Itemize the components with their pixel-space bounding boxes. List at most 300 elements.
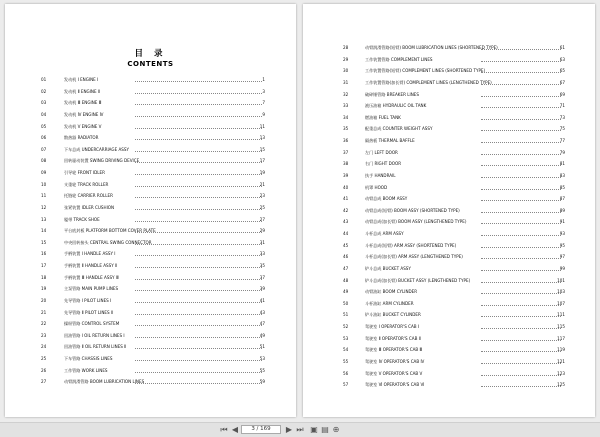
toc-entry[interactable] [5,214,296,226]
toc-leader-dots [481,72,561,73]
toc-entry-number: 09 [41,170,47,175]
toc-entry[interactable] [5,353,296,365]
toc-entry-number: 26 [41,367,47,373]
toc-entry-number: 04 [41,111,47,117]
toc-entry-title: 发动机 Ⅴ ENGINE Ⅴ [64,123,102,129]
toc-leader-dots [135,174,262,175]
toc-leader-dots [481,386,561,387]
toc-entry-page-number: 25 [259,204,265,210]
toc-entry[interactable] [303,275,595,287]
toc-entry-page-number: 67 [559,79,565,85]
toc-entry-title: 下车管路 CHASSIS LINES [64,356,113,361]
toc-entry[interactable] [303,216,595,228]
toc-entry-page-number: 7 [262,100,265,106]
toc-leader-dots [135,104,262,105]
toc-entry[interactable] [303,263,595,275]
toc-leader-dots [135,93,262,94]
toc-entry-title: 斗杆油缸 ARM CYLINDER [365,300,414,306]
toc-entry-page-number: 79 [559,149,565,155]
toc-entry-page-number: 31 [259,239,265,245]
toc-entry-title: 托链轮 CARRIER ROLLER [64,193,113,199]
toc-entry-page-number: 37 [259,274,265,280]
toc-entry-title: 先导管路 Ⅰ PILOT LINES Ⅰ [64,297,112,303]
toc-leader-dots [135,151,262,152]
toc-leader-dots [135,325,262,326]
toc-entry[interactable] [5,283,296,295]
toc-entry-page-number: 83 [559,172,565,178]
toc-leader-dots [135,197,262,198]
toc-entry-number: 21 [41,309,47,315]
toc-entry-title: 动臂润滑管路 BOOM LUBRICATION LINES [64,379,145,385]
toc-entry-number: 33 [343,103,349,109]
toc-entry-number: 16 [41,251,47,257]
toc-entry[interactable] [303,112,595,124]
previous-page-icon[interactable]: ◀ [231,425,239,434]
toc-entry-page-number: 23 [259,193,265,199]
toc-leader-dots [481,316,561,317]
toc-entry[interactable] [5,74,296,86]
toc-entry[interactable] [303,123,595,135]
toc-entry-number: 03 [41,100,47,106]
toc-entry-number: 01 [41,77,47,82]
toc-entry-number: 51 [343,312,349,318]
toc-entry-number: 19 [41,286,47,292]
toc-entry-page-number: 81 [559,161,565,167]
toc-entry[interactable] [303,251,595,263]
toc-entry[interactable] [303,182,595,194]
toc-entry-title: 手柄装置 Ⅱ HANDLE ASSY Ⅱ [64,263,118,268]
toc-entry-number: 40 [343,184,349,190]
toc-leader-dots [135,360,262,361]
toc-entry-number: 05 [41,123,47,129]
toc-leader-dots [135,186,262,187]
toc-entry-page-number: 13 [259,135,265,141]
toc-entry-number: 43 [343,219,349,225]
toc-entry-number: 08 [41,158,47,164]
toc-entry[interactable] [303,368,595,380]
toc-entry-title: 驾驶室 Ⅰ OPERATOR'S CAB Ⅰ [365,324,420,329]
toc-entry[interactable] [303,147,595,159]
toc-entry-number: 47 [343,265,349,271]
toc-entry-page-number: 87 [559,196,565,202]
toc-entry-title: 配重总成 COUNTER WEIGHT ASSY [365,126,433,132]
toc-entry-page-number: 53 [259,356,265,361]
toc-leader-dots [481,49,561,50]
toc-leader-dots [135,337,262,338]
toc-entry-title: 手柄装置 Ⅰ HANDLE ASSY Ⅰ [64,251,116,257]
toc-entry[interactable] [5,97,296,109]
toc-entry-title: 驾驶室 Ⅳ OPERATOR'S CAB Ⅳ [365,358,425,364]
toc-leader-dots [135,116,262,117]
toc-entry-title: 张紧装置 IDLER CUSHION [64,204,115,210]
toc-entry[interactable] [5,248,296,260]
toc-leader-dots [135,314,262,315]
toc-entry[interactable] [303,298,595,310]
toc-entry-number: 49 [343,289,349,295]
toc-leader-dots [481,258,561,259]
toc-entry-title: 下车总成 UNDERCARRIAGE ASSY [64,146,129,152]
toc-entry-page-number: 65 [559,68,565,74]
toc-entry-page-number: 9 [262,111,265,117]
toc-entry[interactable] [303,89,595,101]
toc-entry-number: 15 [41,239,47,245]
toc-entry-page-number: 91 [559,219,565,225]
last-page-icon[interactable]: ⏭ [296,425,304,434]
toc-entry-title: 动臂总成(加长臂) BOOM ASSY (LENGTHENED TYPE) [365,219,467,225]
toc-entry[interactable] [303,228,595,240]
toc-entry[interactable] [303,205,595,217]
viewer-toolbar [0,422,600,437]
toc-leader-dots [481,270,561,271]
toc-entry-title: 驾驶室 Ⅲ OPERATOR'S CAB Ⅲ [365,347,423,353]
toc-entry-page-number: 89 [559,207,565,213]
toc-entry[interactable] [5,167,296,179]
toc-entry-number: 41 [343,196,349,202]
toc-entry-title: 回转驱动装置 SWING DRIVING DEVICE [64,158,140,164]
toc-entry-page-number: 41 [259,297,265,303]
toc-entry-page-number: 69 [559,91,565,97]
toc-entry-number: 25 [41,356,47,361]
toc-entry[interactable] [303,240,595,252]
toc-leader-dots [481,282,561,283]
toc-leader-dots [481,200,561,201]
toc-entry-number: 46 [343,254,349,260]
toc-entry-number: 34 [343,114,349,120]
toc-entry-number: 29 [343,56,349,62]
toc-entry-page-number: 59 [259,379,265,385]
toc-entry-page-number: 97 [559,254,565,260]
toc-entry-page-number: 121 [557,358,565,364]
toc-entry[interactable] [303,135,595,147]
toc-entry-number: 37 [343,149,349,155]
toc-entry-page-number: 119 [557,347,565,353]
toc-entry[interactable] [303,65,595,77]
toc-entry-page-number: 123 [557,370,565,376]
toc-entry-number: 35 [343,126,349,132]
toc-entry-number: 17 [41,263,47,268]
toc-entry[interactable] [5,295,296,307]
toc-entry-number: 42 [343,207,349,213]
toc-entry[interactable] [5,376,296,388]
toc-entry[interactable] [303,158,595,170]
toc-entry-number: 23 [41,332,47,338]
toc-leader-dots [481,235,561,236]
toc-entry-title: 中央回转接头 CENTRAL SWING CONNECTOR [64,239,152,245]
toc-entry-title: 斗杆总成(短臂) ARM ASSY (SHORTENED TYPE) [365,242,457,248]
toc-leader-dots [481,96,561,97]
toc-entry-number: 48 [343,277,349,283]
toc-entry-title: 先导管路 Ⅱ PILOT LINES Ⅱ [64,309,113,315]
toc-entry-title: 发动机 Ⅲ ENGINE Ⅲ [64,100,102,106]
toc-leader-dots [481,119,561,120]
toc-entry-title: 回油管路 Ⅰ OIL RETURN LINES Ⅰ [64,332,125,338]
toc-entry-title: 驾驶室 Ⅵ OPERATOR'S CAB Ⅵ [365,382,425,388]
toc-entry-page-number: 99 [559,265,565,271]
toc-entry-page-number: 73 [559,114,565,120]
toc-entry[interactable] [303,379,595,391]
toc-entry-number: 13 [41,216,47,222]
toc-entry-number: 50 [343,300,349,306]
toc-entry-page-number: 47 [259,321,265,327]
toc-leader-dots [135,279,262,280]
toc-entry-title: 铲斗总成 BUCKET ASSY [365,265,411,271]
toc-entry-page-number: 93 [559,231,565,236]
toc-entry-page-number: 77 [559,138,565,143]
toc-entry-title: 隔热板 THERMAL BAFFLE [365,138,415,143]
toc-entry[interactable] [5,307,296,319]
toc-entry-page-number: 43 [259,309,265,315]
toc-entry-number: 28 [343,45,349,50]
toc-leader-dots [481,130,561,131]
toc-entry[interactable] [5,121,296,133]
toc-entry-title: 工作装置管路(短臂) COMPLEMENT LINES (SHORTENED TYPE) [365,68,486,74]
toc-entry-title: 机罩 HOOD [365,184,388,190]
toc-entry-title: 工作装置管路(加长臂) COMPLEMENT LINES (LENGTHENED TYPE) [365,79,492,85]
toc-entry-page-number: 61 [559,45,565,50]
toc-entry[interactable] [5,341,296,353]
toc-leader-dots [481,142,561,143]
toc-leader-dots [481,165,561,166]
toc-entry-number: 44 [343,231,349,236]
toc-entry-title: 动臂油缸 BOOM CYLINDER [365,289,418,295]
toc-title-english: CONTENTS [127,60,174,68]
toc-entry-title: 工作装置管路 COMPLEMENT LINES [365,56,433,62]
toc-entry[interactable] [5,132,296,144]
toc-entry[interactable] [5,225,296,237]
toc-entry-title: 回油管路 Ⅱ OIL RETURN LINES Ⅱ [64,344,127,350]
toc-entry-page-number: 17 [259,158,265,164]
toc-entry-title: 扶手 HANDRAIL [365,172,396,178]
toc-entry[interactable] [303,344,595,356]
toc-entry[interactable] [5,237,296,249]
toc-leader-dots [481,351,561,352]
toc-entry[interactable] [303,193,595,205]
toc-entry-page-number: 103 [557,289,565,295]
toc-leader-dots [135,267,262,268]
toc-entry-page-number: 75 [559,126,565,132]
toc-entry-number: 22 [41,321,47,327]
toc-leader-dots [481,177,561,178]
toc-entry-number: 11 [41,193,47,199]
next-page-icon[interactable]: ▶ [285,425,293,434]
toc-entry-title: 燃油箱 FUEL TANK [365,114,401,120]
toc-entry-title: 斗杆总成(加长臂) ARM ASSY (LENGTHENED TYPE) [365,254,463,260]
toc-leader-dots [135,81,262,82]
toc-leader-dots [135,209,262,210]
toc-entry-page-number: 111 [557,312,565,318]
toc-entry-page-number: 117 [557,335,565,341]
toc-leader-dots [481,189,561,190]
toc-entry[interactable] [5,260,296,272]
toc-entry-page-number: 35 [259,263,265,268]
toc-entry[interactable] [5,272,296,284]
toc-entry-page-number: 51 [259,344,265,350]
toc-leader-dots [135,244,262,245]
toc-entry-number: 18 [41,274,47,280]
toc-entry[interactable] [5,365,296,377]
toc-entry-title: 发动机 Ⅱ ENGINE Ⅱ [64,88,100,94]
toc-leader-dots [481,328,561,329]
toc-entry-number: 10 [41,181,47,187]
toc-list-left [5,74,296,388]
toc-entry-number: 31 [343,79,349,85]
toc-entry-title: 工作管路 WORK LINES [64,367,108,373]
toc-entry-number: 30 [343,68,349,74]
toc-entry-number: 57 [343,382,349,388]
toc-leader-dots [135,221,262,222]
toc-entry-page-number: 15 [259,146,265,152]
toc-entry-number: 45 [343,242,349,248]
toc-entry-title: 操纵管路 CONTROL SYSTEM [64,321,120,327]
toc-entry-number: 06 [41,135,47,141]
toc-leader-dots [481,293,561,294]
toc-leader-dots [481,375,561,376]
first-page-icon[interactable]: ⏮ [220,425,228,434]
toc-entry-title: 支重轮 TRACK ROLLER [64,181,109,187]
toc-entry-number: 12 [41,204,47,210]
toc-entry[interactable] [303,170,595,182]
toc-entry-title: 发动机 Ⅳ ENGINE Ⅳ [64,111,104,117]
toc-leader-dots [481,107,561,108]
toc-entry[interactable] [303,54,595,66]
toc-entry[interactable] [5,86,296,98]
toc-entry-number: 02 [41,88,47,94]
toc-leader-dots [481,363,561,364]
toc-entry-page-number: 55 [259,367,265,373]
toc-entry[interactable] [303,356,595,368]
toc-entry-title: 铲斗总成(加长臂) BUCKET ASSY (LENGTHENED TYPE) [365,277,471,283]
toc-leader-dots [135,290,262,291]
toc-entry-page-number: 11 [259,123,265,129]
toc-leader-dots [135,128,262,129]
toc-entry[interactable] [5,109,296,121]
toc-entry-page-number: 29 [259,228,265,234]
toc-entry[interactable] [5,190,296,202]
toc-leader-dots [135,162,262,163]
toc-entry-title: 右门 RIGHT DOOR [365,161,402,167]
toc-entry-page-number: 21 [259,181,265,187]
toc-entry-title: 驾驶室 Ⅱ OPERATOR'S CAB Ⅱ [365,335,421,341]
toc-entry-page-number: 95 [559,242,565,248]
toc-entry[interactable] [303,42,595,54]
toc-leader-dots [135,348,262,349]
toc-entry-page-number: 63 [559,56,565,62]
toc-entry-title: 斗杆总成 ARM ASSY [365,231,404,236]
toc-entry-title: 液压油箱 HYDRAULIC OIL TANK [365,103,427,109]
toc-entry-page-number: 49 [259,332,265,338]
toc-entry-title: 铲斗油缸 BUCKET CYLINDER [365,312,421,318]
toc-entry-page-number: 27 [259,216,265,222]
toc-entry[interactable] [5,155,296,167]
toc-entry-title: 破碎锤管路 BREAKER LINES [365,91,419,97]
fit-page-icon[interactable]: ▣ [310,425,318,434]
toc-entry-title: 履带 TRACK SHOE [64,216,100,222]
toc-entry-page-number: 71 [559,103,565,109]
toc-leader-dots [481,61,561,62]
toc-entry-title: 平台底封板 PLATFORM BOTTOM COVER PLATE [64,228,156,234]
toc-leader-dots [481,84,561,85]
toc-title-chinese: 目 录 [134,49,167,59]
toc-entry[interactable] [303,100,595,112]
toc-entry-title: 主泵管路 MAIN PUMP LINES [64,286,119,292]
toc-entry[interactable] [303,286,595,298]
toc-entry-number: 14 [41,228,47,234]
toc-entry-title: 动臂总成 BOOM ASSY [365,196,408,202]
toc-entry-page-number: 85 [559,184,565,190]
toc-entry-number: 20 [41,297,47,303]
right-page [303,4,595,417]
toc-entry-page-number: 107 [557,300,565,306]
toc-entry[interactable] [5,202,296,214]
toc-entry-title: 散热器 RADIATOR [64,135,99,141]
toc-entry-page-number: 19 [259,170,265,175]
toc-leader-dots [481,212,561,213]
toc-leader-dots [481,340,561,341]
toc-entry-page-number: 39 [259,286,265,292]
toc-entry-number: 36 [343,138,349,143]
page-indicator-input[interactable]: 3 / 169 [241,425,281,434]
toc-entry-page-number: 115 [557,324,565,329]
toc-entry[interactable] [5,144,296,156]
toc-leader-dots [481,223,561,224]
toc-entry-number: 27 [41,379,47,385]
toc-entry-number: 55 [343,358,349,364]
toc-entry-page-number: 101 [557,277,565,283]
toc-entry-title: 左门 LEFT DOOR [365,149,398,155]
toc-leader-dots [135,232,262,233]
toc-entry-number: 24 [41,344,47,350]
toc-entry-title: 动臂总成(短臂) BOOM ASSY (SHORTENED TYPE) [365,207,460,213]
toc-entry-title: 手柄装置 Ⅲ HANDLE ASSY Ⅲ [64,274,119,280]
toc-leader-dots [481,305,561,306]
toc-leader-dots [135,383,262,384]
toc-entry[interactable] [303,333,595,345]
toc-entry[interactable] [303,321,595,333]
toc-entry[interactable] [5,330,296,342]
toc-entry[interactable] [303,77,595,89]
toc-entry[interactable] [5,179,296,191]
toc-leader-dots [481,154,561,155]
zoom-icon[interactable]: ⊕ [332,425,340,434]
toc-entry-page-number: 3 [262,88,265,94]
toc-entry[interactable] [303,309,595,321]
toc-list-right [303,42,595,391]
toc-entry-title: 发动机 Ⅰ ENGINE Ⅰ [64,77,99,82]
toc-leader-dots [135,302,262,303]
toc-entry-number: 53 [343,335,349,341]
toc-leader-dots [135,139,262,140]
toc-entry-title: 动臂润滑管路(短臂) BOOM LUBRICATION LINES (SHORTENED TYPE) [365,45,498,50]
toc-entry-number: 38 [343,161,349,167]
fit-width-icon[interactable]: ▤ [321,425,329,434]
left-page [5,4,296,417]
toc-entry-page-number: 125 [557,382,565,388]
toc-entry[interactable] [5,318,296,330]
toc-leader-dots [481,247,561,248]
toc-entry-page-number: 33 [259,251,265,257]
toc-leader-dots [135,372,262,373]
toc-entry-number: 52 [343,324,349,329]
toc-entry-number: 54 [343,347,349,353]
toc-entry-number: 56 [343,370,349,376]
toc-leader-dots [135,255,262,256]
toc-entry-page-number: 1 [262,77,265,82]
toc-entry-title: 驾驶室 Ⅴ OPERATOR'S CAB Ⅴ [365,370,423,376]
toc-entry-number: 39 [343,172,349,178]
toc-entry-title: 引导轮 FRONT IDLER [64,170,105,175]
toc-entry-number: 07 [41,146,47,152]
toc-entry-number: 32 [343,91,349,97]
